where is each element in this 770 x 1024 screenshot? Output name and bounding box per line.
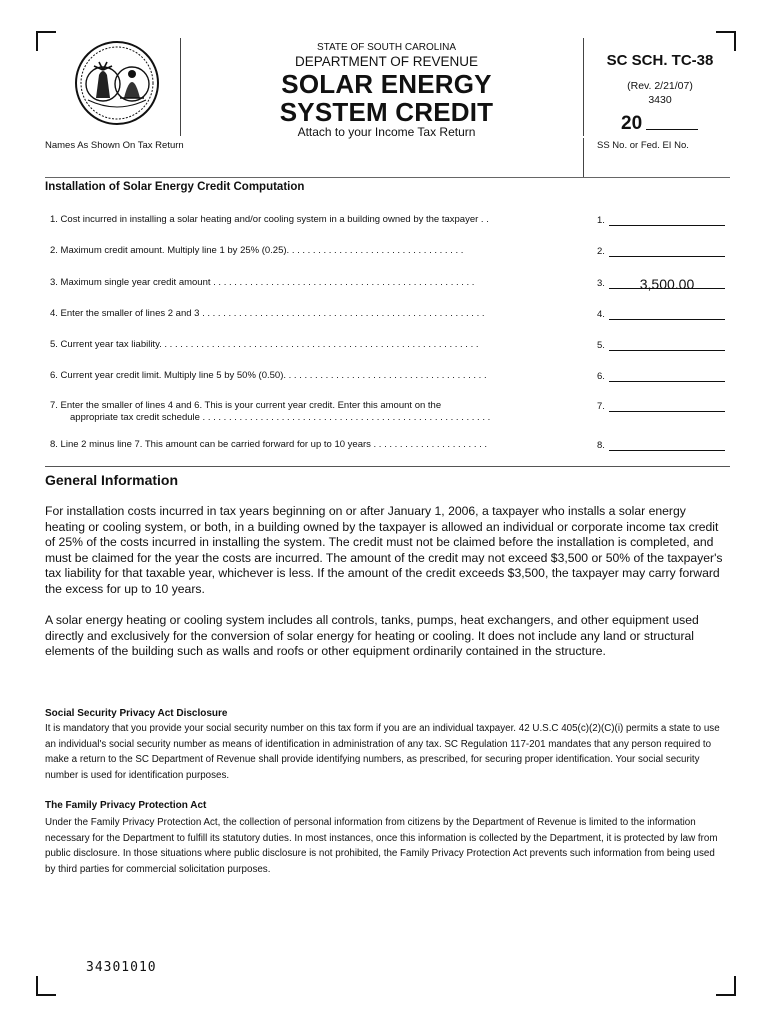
line-5-answer bbox=[597, 339, 725, 351]
line-8-field[interactable] bbox=[609, 439, 725, 451]
names-field[interactable] bbox=[45, 152, 580, 176]
computation-heading: Installation of Solar Energy Credit Computation bbox=[45, 181, 305, 193]
line-4-field[interactable] bbox=[609, 308, 725, 320]
line-6-label: 6. Current year credit limit. Multiply line 5 by 50% (0.50). . . . . . . . . . . . . . . . . . . . . . . . . . . . . . . . . . . . . . . bbox=[50, 370, 487, 381]
state-seal-icon bbox=[74, 40, 160, 126]
corner-mark-bottom-right bbox=[716, 976, 736, 996]
line-3-label: 3. Maximum single year credit amount . . . . . . . . . . . . . . . . . . . . . . . . . . . . . . . . . . . . . . . . . . . . . . . . . . bbox=[50, 277, 475, 288]
form-title-line1: SOLAR ENERGY bbox=[281, 69, 492, 99]
line-4-answer bbox=[597, 308, 725, 320]
line-5-number: 5. bbox=[597, 340, 605, 351]
general-paragraph-2: A solar energy heating or cooling system includes all controls, tanks, pumps, heat exchangers, and other equipment used directly and exclusively for the conversion of solar energy for heating or cooling. It does not include any land or structural elements of the building such as walls and roofs or other equipment ordinarily contained in the structure. bbox=[45, 613, 699, 659]
tax-year-field[interactable] bbox=[646, 129, 698, 130]
corner-mark-top-left bbox=[36, 31, 56, 51]
line-7-label: 7. Enter the smaller of lines 4 and 6. This is your current year credit. Enter this amount on the bbox=[50, 400, 442, 411]
ss-privacy-heading: Social Security Privacy Act Disclosure bbox=[45, 708, 228, 719]
line-1-field[interactable] bbox=[609, 214, 725, 226]
line-4-number: 4. bbox=[597, 309, 605, 320]
line-8-label: 8. Line 2 minus line 7. This amount can be carried forward for up to 10 years . . . . . . . . . . . . . . . . . . . . . . bbox=[50, 439, 488, 450]
line-3-number: 3. bbox=[597, 278, 605, 289]
line-3-answer bbox=[597, 276, 725, 292]
line-6-answer bbox=[597, 370, 725, 382]
line-4-label: 4. Enter the smaller of lines 2 and 3 . . . . . . . . . . . . . . . . . . . . . . . . . . . . . . . . . . . . . . . . . . . . . . . . . . . . . . bbox=[50, 308, 485, 319]
line-1-number: 1. bbox=[597, 215, 605, 226]
corner-mark-bottom-left bbox=[36, 976, 56, 996]
line-3-field[interactable]: 3,500.00 bbox=[609, 277, 725, 289]
attach-instruction: Attach to your Income Tax Return bbox=[297, 125, 476, 139]
line-7-field[interactable] bbox=[609, 400, 725, 412]
family-privacy-heading: The Family Privacy Protection Act bbox=[45, 800, 207, 811]
line-8-number: 8. bbox=[597, 440, 605, 451]
line-1-label: 1. Cost incurred in installing a solar heating and/or cooling system in a building owned by the taxpayer . . bbox=[50, 214, 489, 225]
line-5-label: 5. Current year tax liability. . . . . . . . . . . . . . . . . . . . . . . . . . . . . . . . . . . . . . . . . . . . . . . . . . . . . . . . . . . . . bbox=[50, 339, 479, 350]
form-title-line2: SYSTEM CREDIT bbox=[279, 97, 494, 127]
family-privacy-text: Under the Family Privacy Protection Act, the collection of personal information from citizens by the Department of Revenue is limited to the information necessary for the Department to fulfill its statutory duties. In most instances, once this information is collected by the Department, it is protected by law from public disclosure. In those situations where public disclosure is not prohibited, the Family Privacy Protection Act prevents such information from being used by third parties for commercial solicitation purposes. bbox=[45, 817, 718, 875]
line-7-answer bbox=[597, 400, 725, 412]
names-ssn-divider bbox=[583, 138, 584, 178]
header-divider-left bbox=[180, 38, 181, 136]
section-rule bbox=[45, 466, 730, 467]
barcode-number: 34301010 bbox=[86, 960, 157, 975]
corner-mark-top-right bbox=[716, 31, 736, 51]
line-1-answer bbox=[597, 214, 725, 226]
line-2-field[interactable] bbox=[609, 245, 725, 257]
line-7-number: 7. bbox=[597, 401, 605, 412]
line-2-number: 2. bbox=[597, 246, 605, 257]
form-id: SC SCH. TC-38 bbox=[606, 52, 714, 69]
department-name: DEPARTMENT OF REVENUE bbox=[294, 54, 479, 69]
form-number: 3430 bbox=[648, 94, 672, 106]
ss-privacy-text: It is mandatory that you provide your social security number on this tax form if you are an individual taxpayer. 42 U.S.C 405(c)(2)(C)(i) permits a state to use an individual's social security number as means of identification in administration of any tax. SC Regulation 117-201 mandates that any person required to make a return to the SC Department of Revenue shall provide identifying numbers, as prescribed, for securing proper identification. Your social security number is used for identification purposes. bbox=[45, 723, 720, 781]
line-2-answer bbox=[597, 245, 725, 257]
names-label: Names As Shown On Tax Return bbox=[45, 140, 184, 151]
revision-date: (Rev. 2/21/07) bbox=[627, 80, 693, 92]
line-8-answer bbox=[597, 439, 725, 451]
line-7-label-cont: appropriate tax credit schedule . . . . . . . . . . . . . . . . . . . . . . . . . . . . . . . . . . . . . . . . . . . . . . . . . . . . . . . bbox=[70, 412, 491, 423]
ssn-label: SS No. or Fed. EI No. bbox=[597, 140, 689, 151]
header-divider-right bbox=[583, 38, 584, 136]
line-5-field[interactable] bbox=[609, 339, 725, 351]
names-row-rule bbox=[45, 177, 730, 178]
general-heading: General Information bbox=[45, 472, 179, 488]
ssn-field[interactable] bbox=[597, 152, 727, 176]
line-6-number: 6. bbox=[597, 371, 605, 382]
state-name: STATE OF SOUTH CAROLINA bbox=[316, 42, 457, 53]
line-6-field[interactable] bbox=[609, 370, 725, 382]
tax-year-prefix: 20 bbox=[621, 113, 643, 134]
general-paragraph-1: For installation costs incurred in tax years beginning on or after January 1, 2006, a taxpayer who installs a solar energy heating or cooling system, or both, in a building owned by the taxpayer is allowed an individual or corporate income tax credit of 25% of the costs incurred in installing the system. The credit must not be claimed before the installation is completed, and must be claimed for the year the costs are incurred. The amount of the credit may not exceed $3,500 or 50% of the taxpayer's tax liability for that taxable year, whichever is less. If the amount of the credit exceeds $3,500, the taxpayer may carry forward the excess for up to 10 years. bbox=[45, 504, 723, 596]
line-2-label: 2. Maximum credit amount. Multiply line 1 by 25% (0.25). . . . . . . . . . . . . . . . . . . . . . . . . . . . . . . . . . bbox=[50, 245, 464, 256]
